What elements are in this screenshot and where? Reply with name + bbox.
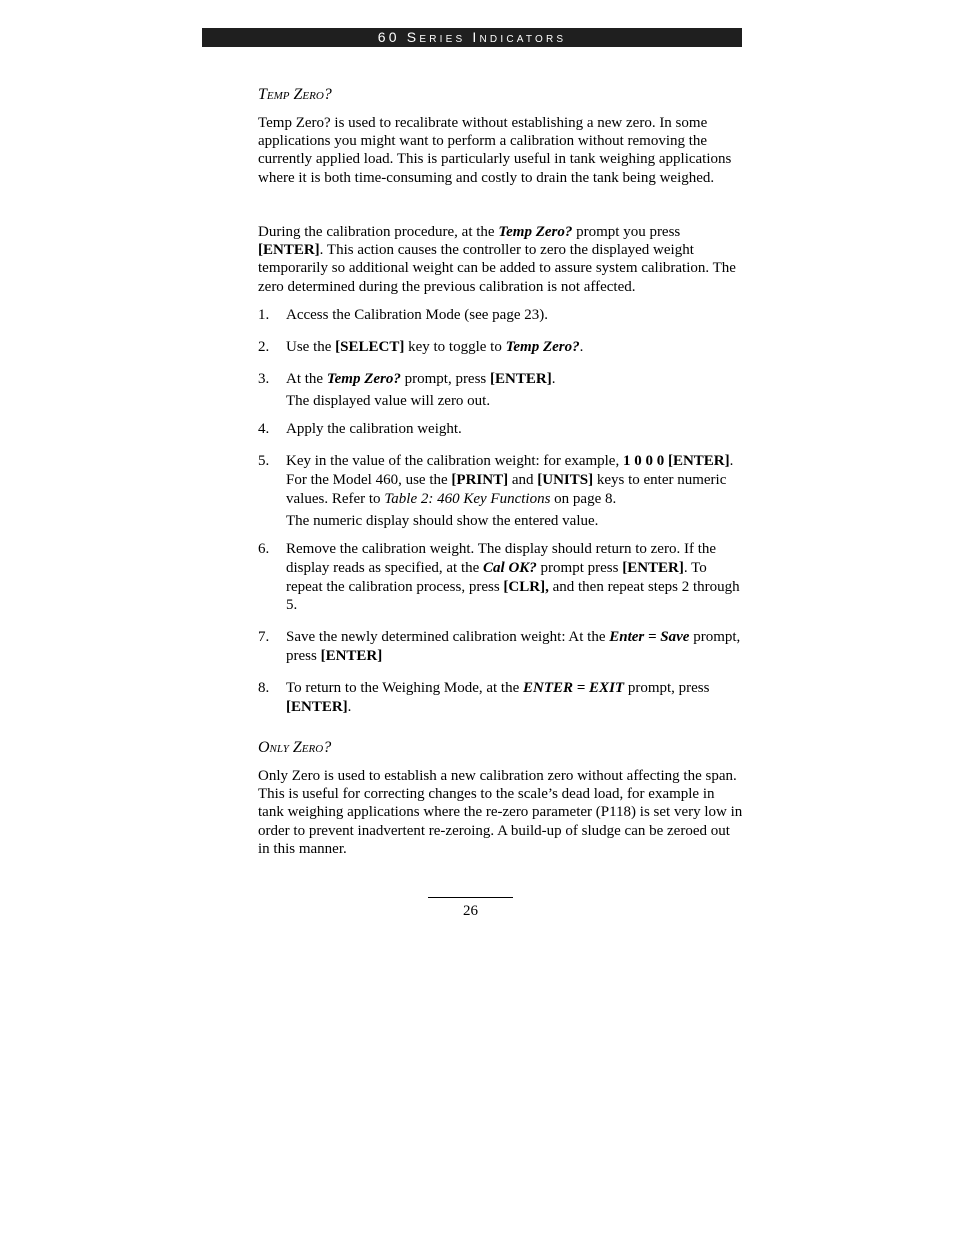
step-number: 1. — [258, 307, 270, 323]
section-heading-only-zero: Only Zero? — [258, 739, 332, 756]
step-number: 4. — [258, 421, 270, 437]
key-name: [PRINT] — [451, 471, 509, 488]
text-run: . For the Model 460, use the — [286, 453, 734, 488]
text-run: and — [508, 471, 538, 488]
step-number: 3. — [258, 371, 270, 387]
table-reference: Table 2: 460 Key Functions — [384, 490, 551, 507]
text-run: . — [551, 371, 556, 387]
step-number: 6. — [258, 541, 270, 557]
key-name: [ENTER] — [622, 559, 684, 576]
text-run: prompt, press — [624, 680, 710, 696]
only-zero-paragraph: Only Zero is used to establish a new calibration zero without affecting the span. This is useful for correcting changes to the scale’s dead load, for example in tank weighing applications where the re-zero parameter (P118) is set very low in order to prevent inadvertent re-zeroing. A build-up of sludge can be zeroed out in this manner. — [258, 768, 743, 857]
prompt-text: Cal OK? — [483, 559, 537, 576]
text-run: Use the — [286, 339, 336, 355]
step-number: 8. — [258, 680, 270, 696]
page-number: 26 — [463, 903, 478, 919]
step-text — [286, 338, 742, 357]
text-run: prompt press — [536, 559, 623, 576]
key-name: [SELECT] — [335, 339, 405, 355]
step-result-note: The displayed value will zero out. — [286, 393, 491, 409]
text-run: prompt you press — [572, 224, 681, 240]
text-run: Apply the calibration weight. — [286, 421, 462, 437]
key-name: [ENTER] — [490, 371, 552, 387]
key-name: [ENTER] — [258, 242, 320, 259]
prompt-text: Temp Zero? — [505, 339, 580, 355]
text-run: and then repeat steps 2 through 5. — [286, 578, 740, 614]
step-number: 5. — [258, 453, 270, 469]
text-run: prompt, press — [400, 371, 491, 387]
step-text — [286, 540, 742, 615]
prompt-text: ENTER = EXIT — [523, 680, 625, 696]
text-run: Save the newly determined calibration weight: At the — [286, 629, 610, 645]
text-run: To return to the Weighing Mode, at the — [286, 680, 523, 696]
text-run: . — [347, 698, 352, 715]
step-text — [286, 370, 742, 389]
text-run: Remove the calibration weight. The display should return to zero. If the display reads as specified, at the — [286, 541, 717, 576]
text-run: key to toggle to — [404, 339, 506, 355]
step-number: 2. — [258, 339, 270, 355]
prompt-text: Temp Zero? — [498, 224, 573, 240]
text-run: At the — [286, 371, 327, 387]
step-text — [286, 306, 742, 325]
text-run: . — [579, 339, 584, 355]
prompt-text: Temp Zero? — [326, 371, 401, 387]
key-name: [ENTER] — [286, 698, 348, 715]
step-text — [286, 420, 742, 439]
running-header-title: 60 Series Indicators — [377, 29, 567, 45]
text-run: prompt, press — [286, 629, 741, 664]
text-run: Access the Calibration Mode (see page 23). — [286, 307, 548, 323]
key-name: [ENTER] — [667, 453, 730, 469]
section-heading-temp-zero: Temp Zero? — [258, 86, 332, 103]
step-text — [286, 452, 742, 508]
step-result-note: The numeric display should show the entered value. — [286, 513, 599, 529]
text-run: During the calibration procedure, at the — [258, 224, 499, 240]
step-text — [286, 628, 742, 666]
key-name: [ENTER] — [320, 647, 383, 664]
temp-zero-procedure-paragraph — [258, 223, 743, 296]
prompt-text: Enter = Save — [609, 629, 690, 645]
running-header — [202, 28, 742, 47]
key-name: [CLR], — [503, 578, 549, 595]
text-run: on page 8. — [550, 490, 617, 507]
text-run: Key in the value of the calibration weight: for example, — [286, 453, 623, 469]
key-entry: 1 0 0 0 — [622, 453, 665, 469]
text-run: keys to enter numeric values. Refer to — [286, 471, 727, 507]
text-run: . This action causes the controller to zero the displayed weight temporarily so additional weight can be added to assure system calibration. The zero determined during the previous calibration is not affected. — [258, 242, 736, 295]
step-number: 7. — [258, 629, 270, 645]
temp-zero-intro-paragraph: Temp Zero? is used to recalibrate without establishing a new zero. In some applications you might want to perform a calibration without removing the currently applied load. This is particularly useful in tank weighing applications where it is both time-consuming and costly to drain the tank being weighed. — [258, 115, 732, 186]
key-name: [UNITS] — [537, 471, 594, 488]
footer-rule — [428, 897, 513, 898]
step-text — [286, 679, 742, 717]
text-run: . To repeat the calibration process, press — [286, 559, 707, 595]
